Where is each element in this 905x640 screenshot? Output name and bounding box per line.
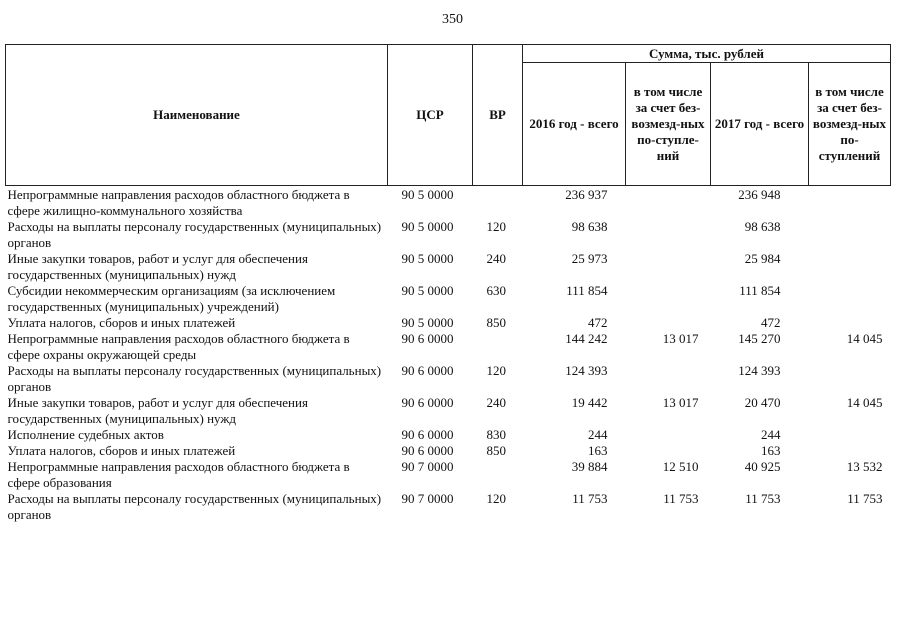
- header-csr: ЦСР: [388, 45, 473, 186]
- row-name: Расходы на выплаты персоналу государственных (муниципальных) органов: [7, 219, 382, 250]
- row-2017-free: [809, 186, 891, 220]
- row-2016-total: 25 973: [571, 251, 608, 266]
- row-2017-total: 236 948: [738, 187, 781, 202]
- row-name: Уплата налогов, сборов и иных платежей: [7, 443, 236, 458]
- row-name: Исполнение судебных актов: [7, 427, 164, 442]
- row-2016-free: [626, 219, 711, 251]
- table-row: [6, 219, 891, 251]
- row-name: Расходы на выплаты персоналу государственных (муниципальных) органов: [7, 363, 382, 394]
- row-2017-total: 244: [761, 427, 781, 442]
- row-csr: 90 5 0000: [401, 219, 454, 234]
- row-2017-free: [809, 363, 891, 395]
- header-name: Наименование: [6, 45, 388, 186]
- row-csr: 90 6 0000: [401, 331, 454, 346]
- row-2016-total: 144 242: [565, 331, 608, 346]
- row-vr: 630: [486, 283, 506, 298]
- row-name: Непрограммные направления расходов областного бюджета в сфере образования: [7, 459, 350, 490]
- table-row: [6, 427, 891, 443]
- row-name: Непрограммные направления расходов областного бюджета в сфере жилищно-коммунального хозяйства: [7, 187, 350, 218]
- row-csr: 90 7 0000: [401, 491, 454, 506]
- row-2017-total: 163: [761, 443, 781, 458]
- row-csr: 90 6 0000: [401, 427, 454, 442]
- row-2017-free: [809, 219, 891, 251]
- row-vr: [473, 331, 523, 363]
- table-row: [6, 251, 891, 283]
- row-2016-free: 13 017: [662, 331, 699, 346]
- row-2017-free: [809, 427, 891, 443]
- row-name: Иные закупки товаров, работ и услуг для обеспечения государственных (муниципальных) нужд: [7, 395, 308, 426]
- row-2016-total: 98 638: [571, 219, 608, 234]
- row-2017-total: 472: [761, 315, 781, 330]
- row-2016-free: [626, 363, 711, 395]
- row-vr: 850: [486, 443, 506, 458]
- table-row: [6, 283, 891, 315]
- row-2017-free: 11 753: [847, 491, 883, 506]
- row-2016-total: 236 937: [565, 187, 608, 202]
- row-vr: 120: [486, 363, 506, 378]
- row-2017-free: 14 045: [846, 395, 883, 410]
- table-row: [6, 459, 891, 491]
- row-csr: 90 5 0000: [401, 251, 454, 266]
- row-2016-free: [626, 186, 711, 220]
- table-row: [6, 443, 891, 459]
- row-csr: 90 5 0000: [401, 315, 454, 330]
- table-row: [6, 315, 891, 331]
- row-2016-total: 124 393: [565, 363, 608, 378]
- row-name: Уплата налогов, сборов и иных платежей: [7, 315, 236, 330]
- table-row: [6, 491, 891, 523]
- row-csr: 90 6 0000: [401, 443, 454, 458]
- header-2016-total: 2016 год - всего: [523, 63, 626, 186]
- row-2016-total: 11 753: [572, 491, 608, 506]
- budget-table: [5, 44, 891, 523]
- row-csr: 90 6 0000: [401, 395, 454, 410]
- row-2017-free: [809, 315, 891, 331]
- row-2017-total: 20 470: [744, 395, 781, 410]
- row-2016-free: [626, 315, 711, 331]
- row-2017-free: 14 045: [846, 331, 883, 346]
- header-vr: ВР: [473, 45, 523, 186]
- row-name: Расходы на выплаты персоналу государственных (муниципальных) органов: [7, 491, 382, 522]
- row-name: Непрограммные направления расходов областного бюджета в сфере охраны окружающей среды: [7, 331, 350, 362]
- row-csr: 90 7 0000: [401, 459, 454, 474]
- row-vr: 240: [486, 251, 506, 266]
- row-2016-free: [626, 251, 711, 283]
- row-vr: [473, 186, 523, 220]
- row-2017-free: [809, 283, 891, 315]
- row-2016-free: 13 017: [662, 395, 699, 410]
- row-csr: 90 6 0000: [401, 363, 454, 378]
- row-csr: 90 5 0000: [401, 187, 454, 202]
- row-2017-free: [809, 251, 891, 283]
- row-2017-total: 11 753: [745, 491, 781, 506]
- row-2016-total: 244: [588, 427, 608, 442]
- row-vr: 850: [486, 315, 506, 330]
- header-2016-free: в том числе за счет без-возмезд-ных по-ступле-ний: [626, 63, 711, 186]
- row-2016-total: 472: [588, 315, 608, 330]
- row-vr: 830: [486, 427, 506, 442]
- row-2016-free: 11 753: [663, 491, 699, 506]
- table-row: [6, 331, 891, 363]
- row-2016-total: 163: [588, 443, 608, 458]
- row-name: Субсидии некоммерческим организациям (за исключением государственных (муниципальных) учреждений): [7, 283, 336, 314]
- header-sum-group: Сумма, тыс. рублей: [523, 45, 891, 63]
- header-2017-total: 2017 год - всего: [711, 63, 809, 186]
- row-2017-total: 40 925: [744, 459, 781, 474]
- row-2017-total: 98 638: [744, 219, 781, 234]
- row-2016-total: 39 884: [571, 459, 608, 474]
- table-row: [6, 186, 891, 220]
- header-2017-free: в том числе за счет без-возмезд-ных по-ступлений: [809, 63, 891, 186]
- row-2016-total: 111 854: [566, 283, 608, 298]
- row-2017-free: [809, 443, 891, 459]
- row-name: Иные закупки товаров, работ и услуг для обеспечения государственных (муниципальных) нужд: [7, 251, 308, 282]
- row-2016-free: 12 510: [662, 459, 699, 474]
- row-vr: 120: [486, 219, 506, 234]
- row-2017-total: 124 393: [738, 363, 781, 378]
- row-2017-total: 111 854: [739, 283, 781, 298]
- row-vr: 120: [486, 491, 506, 506]
- row-vr: 240: [486, 395, 506, 410]
- row-2017-free: 13 532: [846, 459, 883, 474]
- row-2016-free: [626, 427, 711, 443]
- table-body: [6, 186, 891, 524]
- row-2017-total: 25 984: [744, 251, 781, 266]
- row-vr: [473, 459, 523, 491]
- row-2016-free: [626, 283, 711, 315]
- table-row: [6, 363, 891, 395]
- row-2016-free: [626, 443, 711, 459]
- row-2016-total: 19 442: [571, 395, 608, 410]
- page-number: 350: [442, 12, 463, 27]
- row-2017-total: 145 270: [738, 331, 781, 346]
- table-row: [6, 395, 891, 427]
- row-csr: 90 5 0000: [401, 283, 454, 298]
